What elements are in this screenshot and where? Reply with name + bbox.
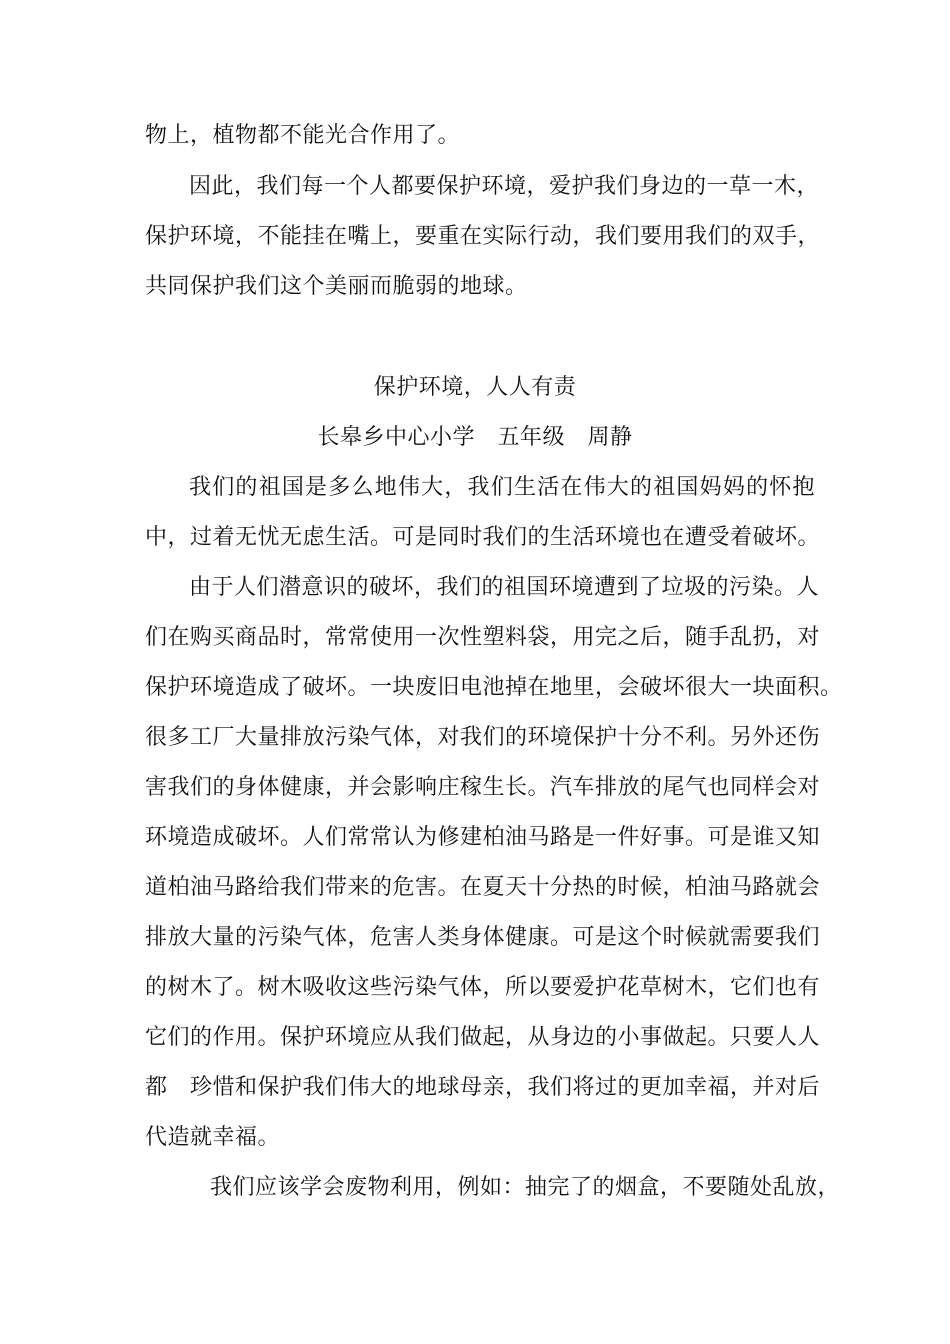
text-line: 的树木了。树木吸收这些污染气体，所以要爱护花草树木，它们也有	[145, 975, 821, 1000]
text-line: 代造就幸福。	[145, 1125, 281, 1150]
text-line: 们在购买商品时，常常使用一次性塑料袋，用完之后，随手乱扔，对	[145, 625, 821, 650]
essay-title: 保护环境，人人有责	[373, 375, 577, 400]
text-line: 由于人们潜意识的破坏，我们的祖国环境遭到了垃圾的污染。人	[189, 575, 820, 600]
text-line: 物上，植物都不能光合作用了。	[145, 123, 461, 148]
text-line: 它们的作用。保护环境应从我们做起，从身边的小事做起。只要人人	[145, 1025, 821, 1050]
text-line: 我们应该学会废物利用，例如：抽完了的烟盒，不要随处乱放，	[210, 1175, 841, 1200]
text-line: 都 珍惜和保护我们伟大的地球母亲，我们将过的更加幸福，并对后	[145, 1075, 821, 1100]
text-line: 保护环境造成了破坏。一块废旧电池掉在地里，会破坏很大一块面积。	[145, 675, 843, 700]
text-line: 共同保护我们这个美丽而脆弱的地球。	[145, 274, 528, 299]
text-line: 环境造成破坏。人们常常认为修建柏油马路是一件好事。可是谁又知	[145, 825, 821, 850]
text-line: 害我们的身体健康，并会影响庄稼生长。汽车排放的尾气也同样会对	[145, 775, 821, 800]
text-line: 很多工厂大量排放污染气体，对我们的环境保护十分不利。另外还伤	[145, 725, 821, 750]
text-line: 中，过着无忧无虑生活。可是同时我们的生活环境也在遭受着破坏。	[145, 525, 821, 550]
text-line: 道柏油马路给我们带来的危害。在夏天十分热的时候，柏油马路就会	[145, 875, 821, 900]
essay-byline: 长皋乡中心小学 五年级 周静	[317, 425, 633, 450]
text-line: 我们的祖国是多么地伟大，我们生活在伟大的祖国妈妈的怀抱	[189, 475, 815, 500]
text-line: 因此，我们每一个人都要保护环境，爱护我们身边的一草一木，	[189, 174, 820, 199]
text-line: 保护环境，不能挂在嘴上，要重在实际行动，我们要用我们的双手，	[145, 224, 821, 249]
text-line: 排放大量的污染气体，危害人类身体健康。可是这个时候就需要我们	[145, 925, 821, 950]
